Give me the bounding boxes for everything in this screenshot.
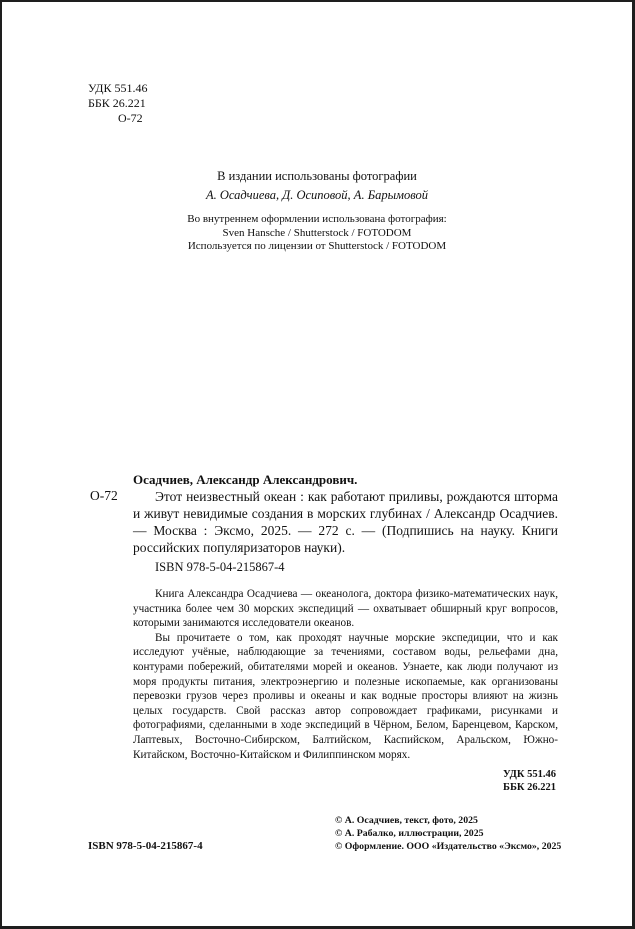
udk-code: УДК 551.46 xyxy=(88,81,148,95)
copyright-line: © А. Рабалко, иллюстрации, 2025 xyxy=(335,828,484,839)
bbk-code-bottom: ББК 26.221 xyxy=(503,782,556,793)
copyright-line: © А. Осадчиев, текст, фото, 2025 xyxy=(335,815,478,826)
classification-codes-bottom xyxy=(503,768,556,794)
inner-design-credit xyxy=(2,213,632,254)
annotation xyxy=(133,587,558,762)
annotation-paragraph: Вы прочитаете о том, как проходят научные морские экспедиции, что и как исследуют учёные, наблюдающие за течениями, составом воды, рельефами дна, контурами побережий, обитателями морей и океанов. Узнаете, как люди получают из моря продукты питания, электроэнергию и полезные ископаемые, как организованы перевозки грузов через проливы и океаны и как водные просторы влияют на жизнь целых государств. Свой рассказ автор сопровождает графиками, рисунками и фотографиями, сделанными в ходе экспедиций в Чёрном, Белом, Баренцевом, Карском, Лаптевых, Восточно-Сибирском, Балтийском, Каспийском, Аральском, Южно-Китайском, Восточно-Китайском и Филиппинском морях. xyxy=(133,631,558,761)
imprint-page xyxy=(2,2,632,926)
copyright-block xyxy=(335,814,561,853)
inner-credit-line3: Используется по лицензии от Shutterstock / FOTODOM xyxy=(187,240,447,252)
annotation-paragraph: Книга Александра Осадчиева — океанолога, доктора физико-математических наук, участника более чем 30 морских экспедиций — охватывает обширный круг вопросов, которыми занимаются исследователи океанов. xyxy=(133,588,558,630)
bib-description: Этот неизвестный океан : как работают приливы, рождаются шторма и живут невидимые создания в морских глубинах / Александр Осадчиев. — Москва : Эксмо, 2025. — 272 с. — (Подпишись на науку. Книги российских популяризаторов науки). xyxy=(133,489,558,555)
bib-isbn: ISBN 978-5-04-215867-4 xyxy=(155,560,285,574)
inner-credit-line1: Во внутреннем оформлении использована фотография: xyxy=(187,213,447,225)
copyright-line: © Оформление. ООО «Издательство «Эксмо», 2025 xyxy=(335,841,562,852)
classification-codes-top xyxy=(88,81,147,126)
isbn-bottom: ISBN 978-5-04-215867-4 xyxy=(88,840,203,852)
photo-credit-names: А. Осадчиева, Д. Осиповой, А. Барымовой xyxy=(205,188,429,202)
photo-credit-line1: В издании использованы фотографии xyxy=(217,169,417,183)
udk-code-bottom: УДК 551.46 xyxy=(503,769,556,780)
author-mark: О-72 xyxy=(118,111,143,125)
photo-credit xyxy=(2,167,632,205)
bib-code: О-72 xyxy=(90,488,118,503)
bbk-code: ББК 26.221 xyxy=(88,96,146,110)
inner-credit-line2: Sven Hansche / Shutterstock / FOTODOM xyxy=(222,226,412,239)
bib-author: Осадчиев, Александр Александрович. xyxy=(133,472,358,487)
